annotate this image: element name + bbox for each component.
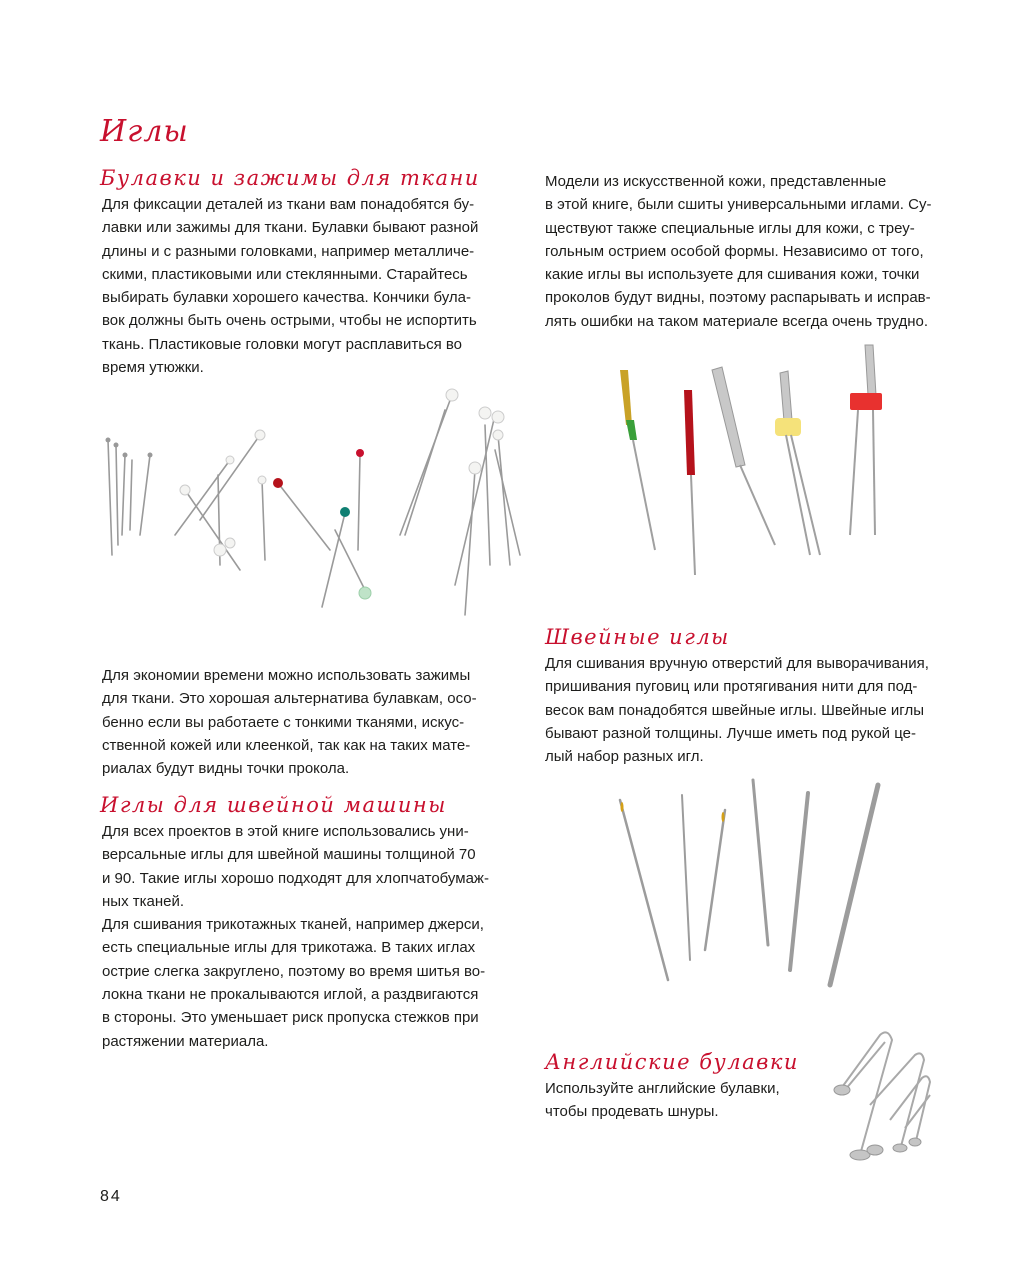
safety-pins-photo xyxy=(830,1030,970,1165)
text-line: какие иглы вы используете для сшивания кожи, точки xyxy=(545,266,920,284)
text-line: острие слегка закруглено, поэтому во время шитья во- xyxy=(102,962,486,980)
text-line: локна ткани не прокалываются иглой, а раздвигаются xyxy=(102,986,479,1004)
safety-pins-paragraph xyxy=(545,1077,780,1124)
text-line: лый набор разных игл. xyxy=(545,748,704,766)
machine-needles-paragraph xyxy=(102,820,489,1053)
text-line: лавки или зажимы для ткани. Булавки бывают разной xyxy=(102,219,479,237)
sewing-needles-paragraph xyxy=(545,652,929,768)
text-line: бенно если вы работаете с тонкими тканями, искус- xyxy=(102,713,465,731)
clips-paragraph xyxy=(102,664,477,780)
text-line: Для всех проектов в этой книге использовались уни- xyxy=(102,823,469,840)
text-line: пришивания пуговиц или протягивания нити для под- xyxy=(545,678,918,696)
text-line: проколов будут видны, поэтому распарывать и исправ- xyxy=(545,289,931,307)
text-line: риалах будут видны точки прокола. xyxy=(102,760,350,778)
pins-photo xyxy=(100,395,520,615)
page-number: 84 xyxy=(100,1188,122,1205)
machine-needle xyxy=(620,370,655,550)
text-line: Используйте английские булавки, xyxy=(545,1080,780,1097)
text-line: Модели из искусственной кожи, представленные xyxy=(545,173,887,190)
text-line: ных тканей. xyxy=(102,892,185,910)
text-line: скими, пластиковыми или стеклянными. Старайтесь xyxy=(102,265,468,283)
pins-paragraph xyxy=(102,193,478,379)
heading-sewing-needles: Швейные иглы xyxy=(545,625,730,649)
text-line: в этой книге, были сшиты универсальными иглами. Су- xyxy=(545,196,932,214)
text-line: версальные иглы для швейной машины толщиной 70 xyxy=(102,846,476,864)
leather-paragraph xyxy=(545,170,931,333)
heading-safety-pins: Английские булавки xyxy=(545,1050,799,1074)
text-line: в стороны. Это уменьшает риск пропуска стежков при xyxy=(102,1009,479,1027)
text-line: вок должны быть очень острыми, чтобы не испортить xyxy=(102,312,477,330)
text-line: Для сшивания вручную отверстий для выворачивания, xyxy=(545,655,929,672)
text-line: ткань. Пластиковые головки могут расплавиться во xyxy=(102,335,463,353)
machine-needle xyxy=(850,345,882,535)
text-line: гольным острием особой формы. Независимо от того, xyxy=(545,242,924,260)
text-line: ществуют также специальные иглы для кожи, с треу- xyxy=(545,219,915,237)
text-line: и 90. Такие иглы хорошо подходят для хлопчатобумаж- xyxy=(102,869,489,887)
text-line: Для экономии времени можно использовать зажимы xyxy=(102,667,471,684)
machine-needle xyxy=(684,390,695,575)
text-line: ственной кожей или клеенкой, так как на таких мате- xyxy=(102,736,471,754)
heading-pins: Булавки и зажимы для ткани xyxy=(100,166,480,190)
text-line: для ткани. Это хорошая альтернатива булавкам, осо- xyxy=(102,690,477,708)
text-line: время утюжки. xyxy=(102,359,204,377)
page-title: Иглы xyxy=(100,114,189,149)
text-line: есть специальные иглы для трикотажа. В таких иглах xyxy=(102,939,476,957)
machine-needles-photo xyxy=(610,345,890,585)
text-line: длины и с разными головками, например металличе- xyxy=(102,242,475,260)
pin-heads xyxy=(106,389,505,599)
text-line: растяжении материала. xyxy=(102,1032,269,1050)
machine-needle xyxy=(712,367,775,545)
text-line: Для фиксации деталей из ткани вам понадобятся бу- xyxy=(102,196,475,213)
machine-needle xyxy=(775,371,820,555)
text-line: весок вам понадобятся швейные иглы. Швейные иглы xyxy=(545,701,924,719)
text-line: лять ошибки на таком материале всегда очень трудно. xyxy=(545,312,928,330)
text-line: чтобы продевать шнуры. xyxy=(545,1103,719,1121)
heading-machine-needles: Иглы для швейной машины xyxy=(100,793,447,817)
text-line: выбирать булавки хорошего качества. Кончики була- xyxy=(102,289,472,307)
text-line: Для сшивания трикотажных тканей, например джерси, xyxy=(102,916,484,934)
text-line: бывают разной толщины. Лучше иметь под рукой це- xyxy=(545,724,916,742)
sewing-needles-photo xyxy=(610,775,890,1000)
